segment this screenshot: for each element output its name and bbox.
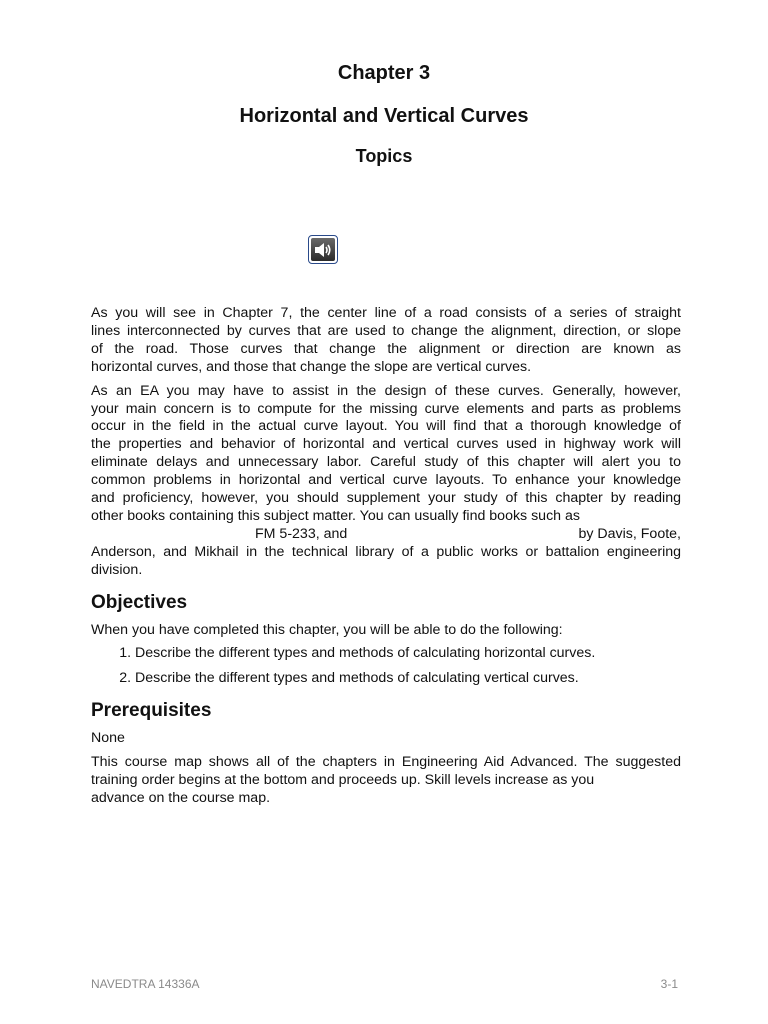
text-line: other books containing this subject matter. You can usually find books such as [91,507,580,524]
text-line: your main concern is to compute for the missing curve elements and parts as problems [91,400,681,417]
text-line: advance on the course map. [91,790,271,807]
objectives-intro: When you have completed this chapter, you will be able to do the following: [91,621,563,638]
topics-heading: Topics [355,146,413,166]
text-line: the properties and behavior of horizontal and vertical curves used in highway work will [91,436,681,453]
course-map-paragraph [91,754,681,808]
intro-paragraph-1 [91,305,681,377]
objective-item: 2. Describe the different types and methods of calculating vertical curves. [135,670,681,688]
text-line: As an EA you may have to assist in the design of these curves. Generally, however, [91,382,681,399]
text-line: lines interconnected by curves that are used to change the alignment, direction, or slope [91,322,681,339]
chapter-subtitle: Horizontal and Vertical Curves [239,105,529,127]
text-line: eliminate delays and unnecessary labor. Careful study of this chapter will alert you to [91,454,681,471]
prerequisites-value: None [91,730,125,747]
chapter-content [91,305,681,814]
text-line: division. [91,561,143,578]
text-line: and proficiency, however, you should supplement your study of this chapter by reading [91,490,681,507]
text-line: Anderson, and Mikhail in the technical library of a public works or battalion engineering [91,543,681,560]
audio-button[interactable] [308,235,338,264]
text-line: common problems in horizontal and vertical curve layouts. To enhance your knowledge [91,472,681,489]
chapter-title: Chapter 3 [337,62,431,84]
text-line: occur in the field in the actual curve layout. You will find that a thorough knowledge of [91,418,681,435]
text-line-split [91,526,681,544]
prerequisites-heading: Prerequisites [91,700,212,722]
footer-page-number: 3-1 [660,977,678,991]
text-line: As you will see in Chapter 7, the center line of a road consists of a series of straight [91,305,681,321]
objectives-heading: Objectives [91,591,188,613]
intro-paragraph-2 [91,383,681,580]
objective-item: 1. Describe the different types and methods of calculating horizontal curves. [135,645,681,663]
objectives-list [91,645,681,688]
footer-document-id: NAVEDTRA 14336A [91,977,200,991]
reference-authors: by Davis, Foote, [578,525,681,542]
text-line: horizontal curves, and those that change the slope are vertical curves. [91,358,532,375]
text-line: of the road. Those curves that change the alignment or direction are known as [91,340,681,357]
speaker-icon [311,238,335,261]
text-line: training order begins at the bottom and proceeds up. Skill levels increase as you [91,772,595,789]
text-line: This course map shows all of the chapters in Engineering Aid Advanced. The suggested [91,754,681,771]
reference-fm: FM 5-233, and [255,525,348,542]
